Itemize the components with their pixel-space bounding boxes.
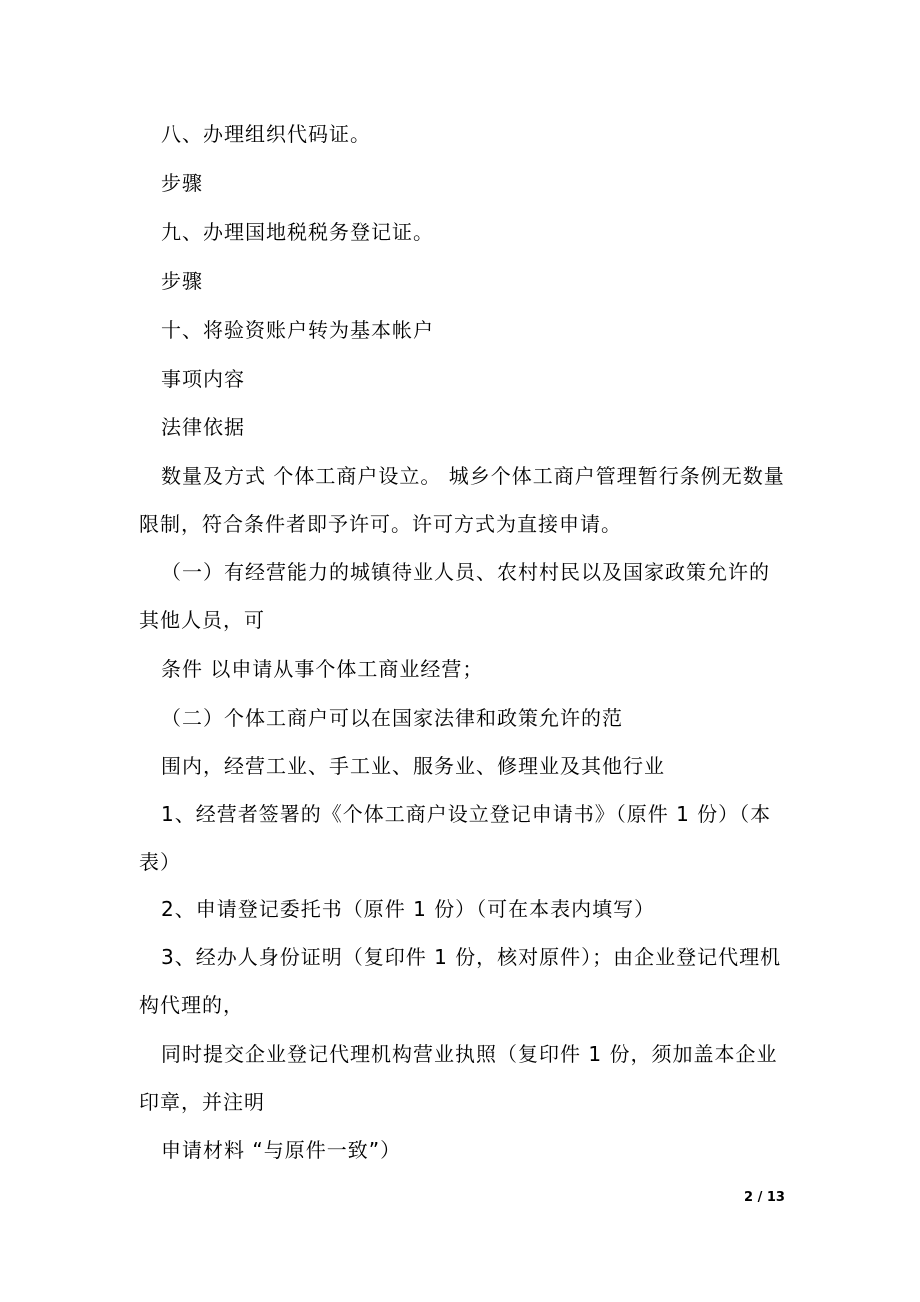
paragraph-scope: 围内，经营工业、手工业、服务业、修理业及其他行业 [161, 754, 665, 778]
paragraph-steps: 步骤 [161, 269, 203, 293]
paragraph-conditions: 条件 以申请从事个体工商业经营； [161, 657, 484, 681]
paragraph-condition-1: （一）有经营能力的城镇待业人员、农村村民以及国家政策允许的其他人员，可 [139, 560, 770, 632]
paragraph-quantity: 数量及方式 个体工商户设立。 城乡个体工商户管理暂行条例无数量限制，符合条件者即予许可。许可方式为直接申请。 [139, 464, 785, 536]
page-number: 2 / 13 [744, 1190, 785, 1205]
paragraph-item-8: 八、办理组织代码证。 [161, 122, 371, 146]
paragraph-matter-content: 事项内容 [161, 367, 245, 391]
paragraph-material-1: 1、经营者签署的《个体工商户设立登记申请书》（原件 1 份）（本表） [139, 802, 772, 874]
paragraph-item-9: 九、办理国地税税务登记证。 [161, 220, 434, 244]
paragraph-steps: 步骤 [161, 171, 203, 195]
paragraph-item-10: 十、将验资账户转为基本帐户 [161, 318, 434, 342]
paragraph-material-2: 2、申请登记委托书（原件 1 份）（可在本表内填写） [161, 897, 656, 921]
paragraph-material-3-cont: 同时提交企业登记代理机构营业执照（复印件 1 份，须加盖本企业印章，并注明 [139, 1042, 778, 1114]
paragraph-legal-basis: 法律依据 [161, 415, 245, 439]
paragraph-material-3: 3、经办人身份证明（复印件 1 份，核对原件）；由企业登记代理机构代理的， [139, 945, 782, 1017]
paragraph-condition-2: （二）个体工商户可以在国家法律和政策允许的范 [161, 706, 623, 730]
paragraph-application-materials: 申请材料 “与原件一致”） [161, 1138, 402, 1162]
